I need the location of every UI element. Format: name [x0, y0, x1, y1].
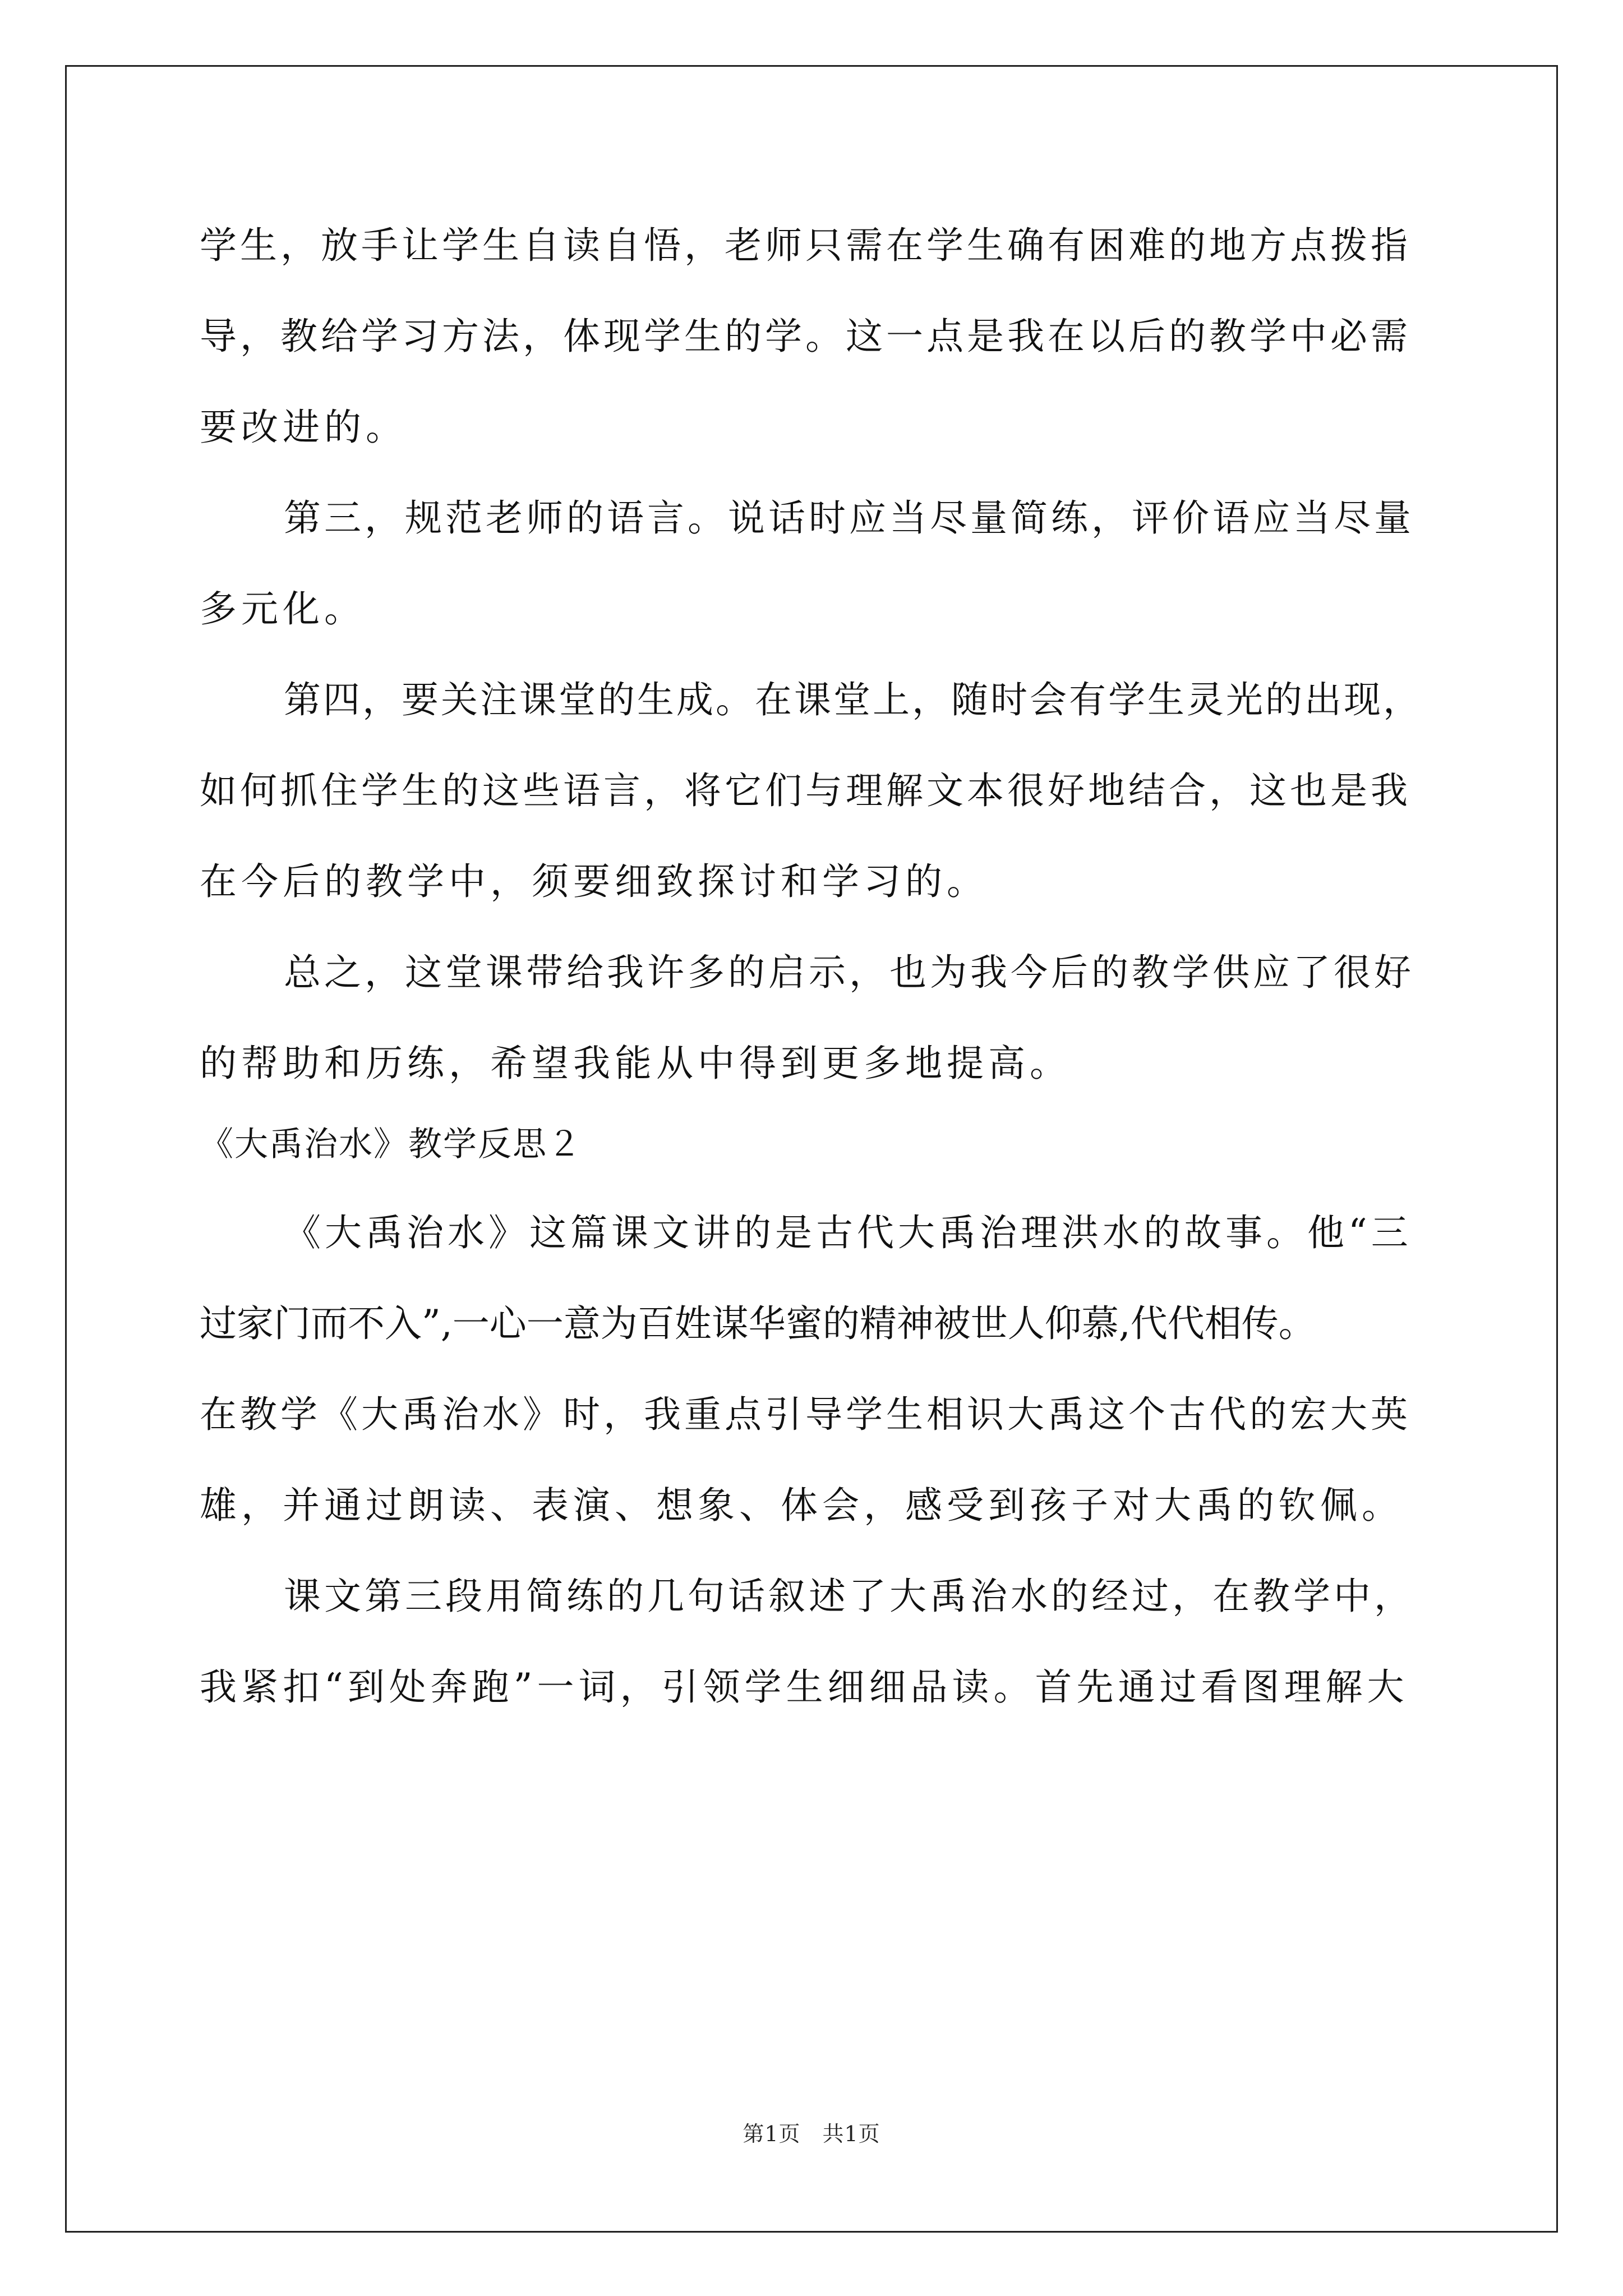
- paragraph-line: 导，教给学习方法，体现学生的学。这一点是我在以后的教学中必需: [200, 315, 1411, 358]
- paragraph-line: 学生，放手让学生自读自悟，老师只需在学生确有困难的地方点拨指: [200, 224, 1411, 267]
- paragraph-line: 多元化。: [200, 587, 366, 631]
- paragraph-line: 总之，这堂课带给我许多的启示，也为我今后的教学供应了很好: [284, 951, 1414, 994]
- paragraph-line: 在教学《大禹治水》时，我重点引导学生相识大禹这个古代的宏大英: [200, 1393, 1411, 1436]
- page-footer: 第1页 共1页: [743, 2122, 880, 2146]
- paragraph-line: 要改进的。: [200, 406, 407, 449]
- paragraph-line: 第四，要关注课堂的生成。在课堂上，随时会有学生灵光的出现，: [284, 678, 1422, 721]
- paragraph-line: 课文第三段用简练的几句话叙述了大禹治水的经过，在教学中，: [284, 1575, 1414, 1618]
- paragraph-line: 我紧扣“到处奔跑”一词，引领学生细细品读。首先通过看图理解大: [200, 1665, 1409, 1709]
- paragraph-line: 过家门而不入”,一心一意为百姓谋华蜜的精神被世人仰慕,代代相传。: [200, 1302, 1316, 1345]
- paragraph-line: 第三，规范老师的语言。说话时应当尽量简练，评价语应当尽量: [284, 496, 1414, 540]
- paragraph-line: 的帮助和历练，希望我能从中得到更多地提高。: [200, 1042, 1071, 1085]
- paragraph-line: 雄，并通过朗读、表演、想象、体会，感受到孩子对大禹的钦佩。: [200, 1484, 1403, 1527]
- section-heading: 《大禹治水》教学反思２: [200, 1125, 582, 1164]
- paragraph-line: 《大禹治水》这篇课文讲的是古代大禹治理洪水的故事。他“三: [284, 1211, 1412, 1254]
- paragraph-line: 如何抓住学生的这些语言，将它们与理解文本很好地结合，这也是我: [200, 769, 1411, 812]
- paragraph-line: 在今后的教学中，须要细致探讨和学习的。: [200, 860, 988, 903]
